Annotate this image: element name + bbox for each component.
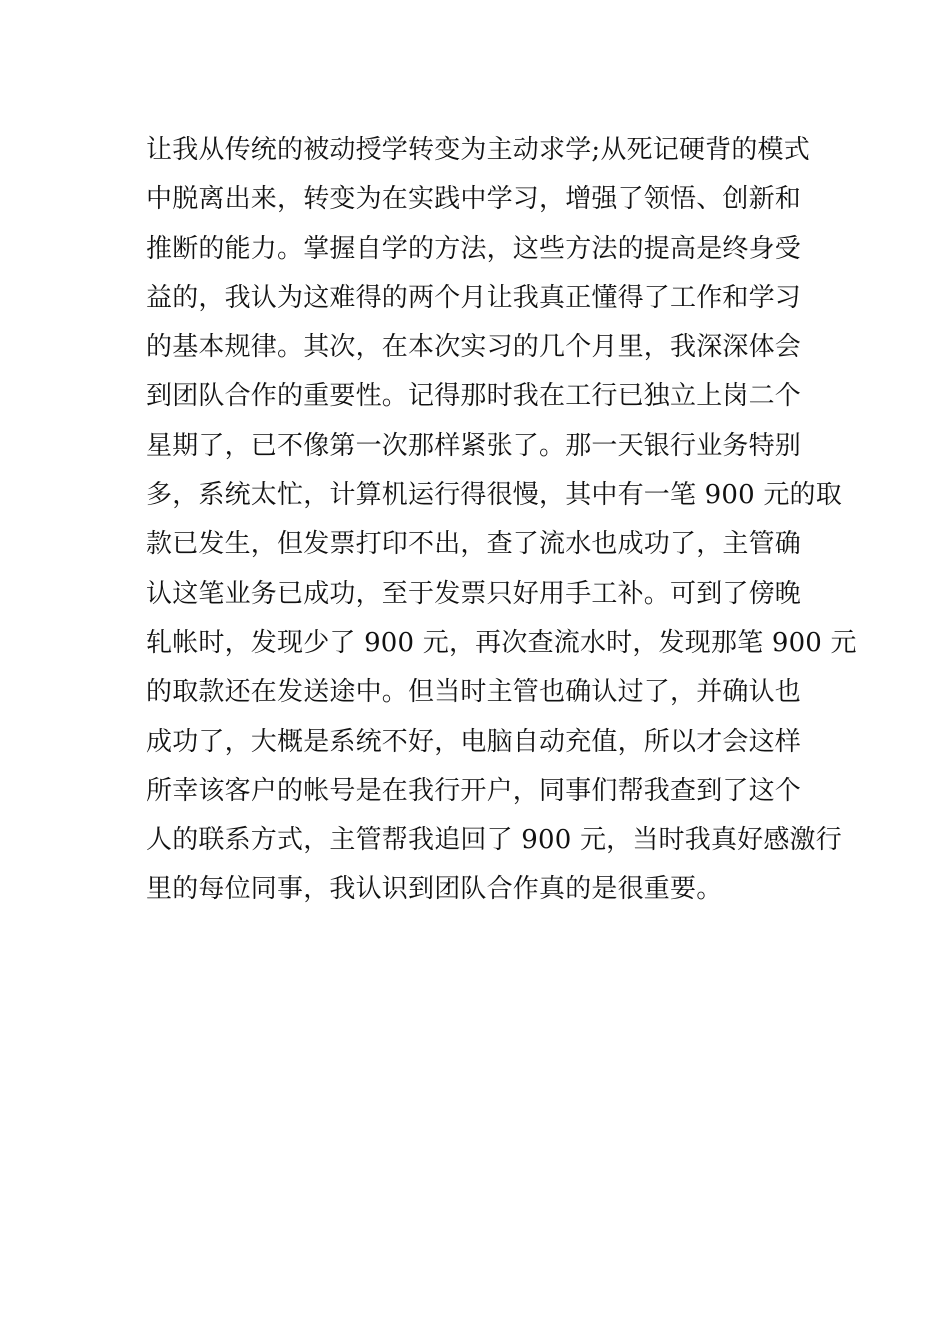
text-line: 到团队合作的重要性。记得那时我在工行已独立上岗二个	[146, 381, 802, 412]
text-line: 多，系统太忙，计算机运行得很慢，其中有一笔 900 元的取	[146, 480, 842, 511]
text-line: 款已发生，但发票打印不出，查了流水也成功了，主管确	[146, 529, 802, 560]
text-line: 轧帐时，发现少了 900 元，再次查流水时，发现那笔 900 元	[146, 627, 857, 658]
text-line: 的取款还在发送途中。但当时主管也确认过了，并确认也	[146, 677, 802, 708]
text-line: 推断的能力。掌握自学的方法，这些方法的提高是终身受	[146, 233, 802, 264]
text-line: 成功了，大概是系统不好，电脑自动充值，所以才会这样	[146, 726, 802, 757]
text-line: 所幸该客户的帐号是在我行开户，同事们帮我查到了这个	[146, 775, 802, 806]
text-line: 中脱离出来，转变为在实践中学习，增强了领悟、创新和	[146, 184, 802, 215]
text-line: 让我从传统的被动授学转变为主动求学;从死记硬背的模式	[146, 135, 810, 165]
text-line: 益的，我认为这难得的两个月让我真正懂得了工作和学习	[146, 282, 802, 313]
text-line: 认这笔业务已成功，至于发票只好用手工补。可到了傍晚	[146, 578, 802, 609]
body-paragraph	[146, 126, 857, 915]
text-line: 星期了，已不像第一次那样紧张了。那一天银行业务特别	[146, 430, 802, 461]
text-line: 里的每位同事，我认识到团队合作真的是很重要。	[146, 874, 723, 905]
text-line: 人的联系方式，主管帮我追回了 900 元，当时我真好感激行	[146, 825, 842, 856]
text-line: 的基本规律。其次，在本次实习的几个月里，我深深体会	[146, 332, 802, 363]
